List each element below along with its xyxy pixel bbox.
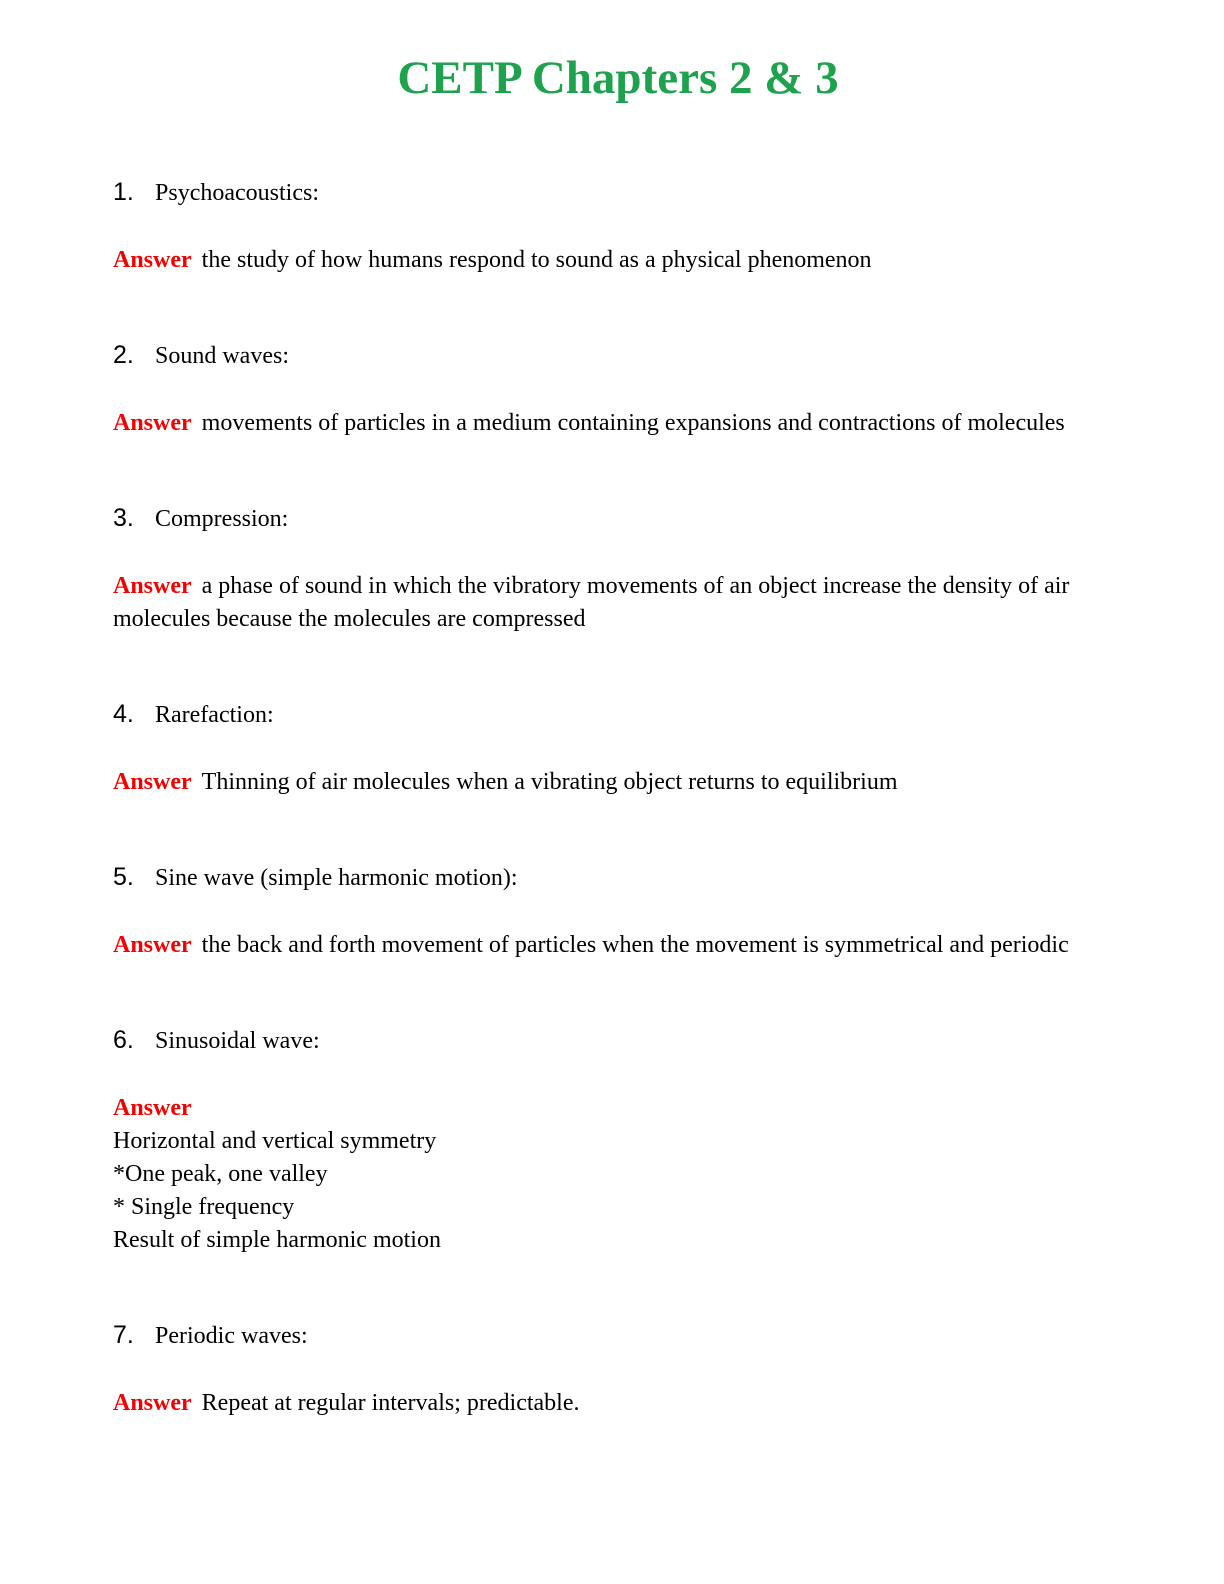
answer-label: Answer [113,932,192,959]
question-line [113,698,1123,732]
question-number: 3. [113,504,134,533]
answer-text: Repeat at regular intervals; predictable. [201,1390,580,1417]
question-number: 4. [113,700,134,729]
question-number: 7. [113,1321,134,1350]
question-line [113,339,1123,373]
question-text: Sinusoidal wave: [155,1028,320,1055]
question-number: 5. [113,863,134,892]
answer-paragraph [113,244,1123,277]
answer-text: Thinning of air molecules when a vibrating object returns to equilibrium [201,769,898,796]
answer-paragraph [113,1092,1123,1257]
answer-paragraph [113,1387,1123,1420]
answer-label: Answer [113,573,192,600]
question-line [113,176,1123,210]
qa-item [113,861,1123,962]
question-line [113,861,1123,895]
question-text: Psychoacoustics: [155,180,319,207]
answer-line: Result of simple harmonic motion [113,1227,441,1254]
question-number: 6. [113,1026,134,1055]
answer-label: Answer [113,247,192,274]
qa-item [113,502,1123,636]
answer-paragraph [113,570,1123,636]
answer-text: a phase of sound in which the vibratory movements of an object increase the density of air molecules because the molecules are compressed [113,573,1070,633]
qa-item [113,176,1123,277]
answer-label: Answer [113,769,192,796]
question-text: Compression: [155,506,289,533]
question-line [113,1024,1123,1058]
document-body [113,176,1123,1420]
answer-text: movements of particles in a medium containing expansions and contractions of molecules [201,410,1065,437]
question-text: Sine wave (simple harmonic motion): [155,865,518,892]
answer-line: * Single frequency [113,1194,295,1221]
qa-item [113,1319,1123,1420]
qa-item [113,698,1123,799]
answer-text: the back and forth movement of particles when the movement is symmetrical and periodic [201,932,1069,959]
qa-item [113,1024,1123,1257]
qa-item [113,339,1123,440]
answer-label: Answer [113,410,192,437]
answer-paragraph [113,766,1123,799]
answer-text: the study of how humans respond to sound as a physical phenomenon [201,247,872,274]
answer-label: Answer [113,1390,192,1417]
answer-line: *One peak, one valley [113,1161,328,1188]
question-text: Sound waves: [155,343,289,370]
question-line [113,502,1123,536]
answer-line: Horizontal and vertical symmetry [113,1128,437,1155]
question-line [113,1319,1123,1353]
question-number: 2. [113,341,134,370]
answer-paragraph [113,929,1123,962]
answer-paragraph [113,407,1123,440]
question-text: Rarefaction: [155,702,274,729]
question-text: Periodic waves: [155,1323,308,1350]
question-number: 1. [113,178,134,207]
page-title: CETP Chapters 2 & 3 [397,52,839,104]
answer-label: Answer [113,1095,192,1122]
